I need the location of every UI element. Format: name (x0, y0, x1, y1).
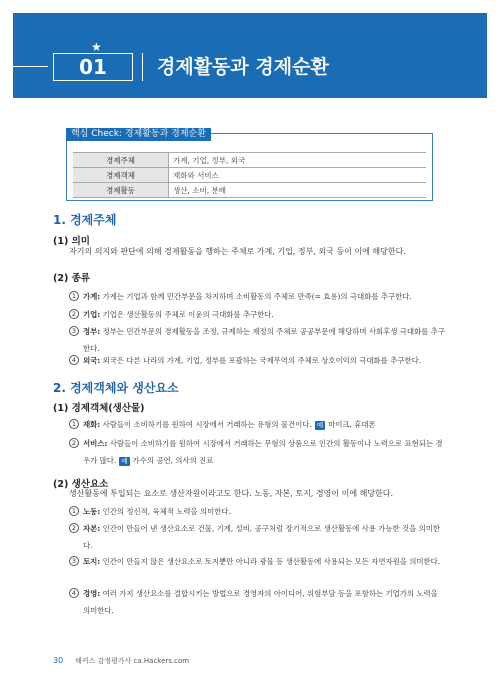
section-1-sub1-text: 자기의 의지와 판단에 의해 경제활동을 행하는 주체로 가계, 기업, 정부, 외국 등이 이에 해당한다. (69, 247, 406, 256)
item-term: 경영: (83, 589, 101, 598)
footer-text: 해커스 감정평가사 ca.Hackers.com (75, 657, 190, 665)
star-icon: ★ (91, 40, 102, 54)
table-row (73, 168, 426, 183)
item-text: 여러 가지 생산요소를 결합시키는 방법으로 경영자의 아이디어, 위험부담 등을 포함하는 기업가의 노력을 의미한다. (83, 589, 438, 615)
list-item (69, 416, 447, 433)
item-term: 자본: (83, 524, 101, 533)
list-item (69, 585, 447, 619)
item-text: 사람들이 소비하기를 원하여 시장에서 거래하는 유형의 물건이다. (100, 420, 312, 429)
item-term: 정부: (83, 327, 101, 336)
section-1-sub2: (2) 종류 (53, 273, 90, 284)
item-term: 외국: (83, 356, 101, 365)
table-row (73, 183, 426, 198)
core-check-tag: 핵심 Check: 경제활동과 경제순환 (66, 128, 211, 141)
section-2-sub2: (2) 생산요소 (53, 479, 109, 490)
item-term: 기업: (83, 310, 101, 319)
item-number: 4 (69, 355, 79, 365)
item-number: 1 (69, 506, 79, 516)
item-term: 재화: (83, 420, 101, 429)
page-number: 30 (53, 656, 64, 665)
row-label: 경제객체 (73, 168, 169, 182)
row-label: 경제활동 (73, 183, 169, 197)
item-term: 서비스: (83, 439, 108, 448)
item-term: 노동: (83, 507, 101, 516)
item-text: 인간이 만들지 않은 생산요소로 토지뿐만 아니라 광물 등 생산활동에 사용되는 모든 자연자원을 의미한다. (100, 557, 441, 566)
item-text: 가계는 기업과 함께 민간부문을 차지하며 소비활동의 주체로 만족(= 효용)의 극대화를 추구한다. (100, 292, 412, 301)
list-item (69, 306, 447, 323)
table-row (73, 153, 426, 168)
list-item (69, 352, 447, 369)
section-2-heading: 2. 경제객체와 생산요소 (53, 381, 179, 395)
item-text: 기업은 생산활동의 주체로 이윤의 극대화를 추구한다. (100, 310, 274, 319)
section-1-sub1: (1) 의미 (53, 236, 90, 247)
item-number: 2 (69, 438, 79, 448)
list-item (69, 503, 447, 520)
core-check-box (66, 129, 433, 201)
item-number: 3 (69, 326, 79, 336)
item-term: 토지: (83, 557, 101, 566)
chapter-number: 01 (53, 53, 133, 81)
list-item (69, 435, 447, 469)
list-item (69, 288, 447, 305)
core-check-table (73, 152, 426, 198)
header-separator (142, 53, 143, 81)
item-number: 1 (69, 291, 79, 301)
item-text: 외국은 다른 나라의 가계, 기업, 정부를 포괄하는 국제무역의 주체로 상호이익의 극대화를 추구한다. (100, 356, 422, 365)
item-text: 사람들이 소비하기를 원하여 시장에서 거래하는 무형의 상품으로 인간의 활동이나 노력으로 표현되는 경우가 많다. (83, 439, 443, 465)
item-number: 4 (69, 588, 79, 598)
header-divider (13, 66, 48, 67)
chapter-header (13, 13, 487, 98)
example-badge: 예 (121, 457, 128, 465)
row-value: 재화와 서비스 (173, 171, 219, 180)
item-number: 1 (69, 419, 79, 429)
section-2-sub1: (1) 경제객체(생산물) (53, 403, 145, 414)
list-item (69, 553, 447, 570)
row-value: 가계, 기업, 정부, 외국 (173, 156, 246, 165)
item-term: 가계: (83, 292, 101, 301)
row-value: 생산, 소비, 분배 (173, 186, 227, 195)
section-1-heading: 1. 경제주체 (53, 213, 117, 227)
item-number: 3 (69, 556, 79, 566)
chapter-title: 경제활동과 경제순환 (157, 56, 329, 78)
example-text: 마이크, 휴대폰 (328, 420, 376, 429)
section-2-sub2-text: 생산활동에 투입되는 요소로 생산자원이라고도 한다. 노동, 자본, 토지, 경영이 이에 해당한다. (69, 489, 394, 498)
item-text: 인간의 정신적, 육체적 노력을 의미한다. (100, 507, 231, 516)
example-text: 가수의 공연, 의사의 진료 (132, 456, 214, 465)
list-item (69, 520, 447, 554)
example-badge: 예 (316, 421, 324, 429)
item-text: 정부는 민간부문의 경제활동을 조정, 규제하는 재정의 주체로 공공부문에 해당하며 사회후생 극대화를 추구한다. (83, 327, 445, 353)
item-number: 2 (69, 523, 79, 533)
row-label: 경제주체 (73, 153, 169, 167)
item-text: 인간이 만들어 낸 생산요소로 건물, 기계, 설비, 공구처럼 장기적으로 생산활동에 사용 가능한 것을 의미한다. (83, 524, 441, 550)
item-number: 2 (69, 309, 79, 319)
